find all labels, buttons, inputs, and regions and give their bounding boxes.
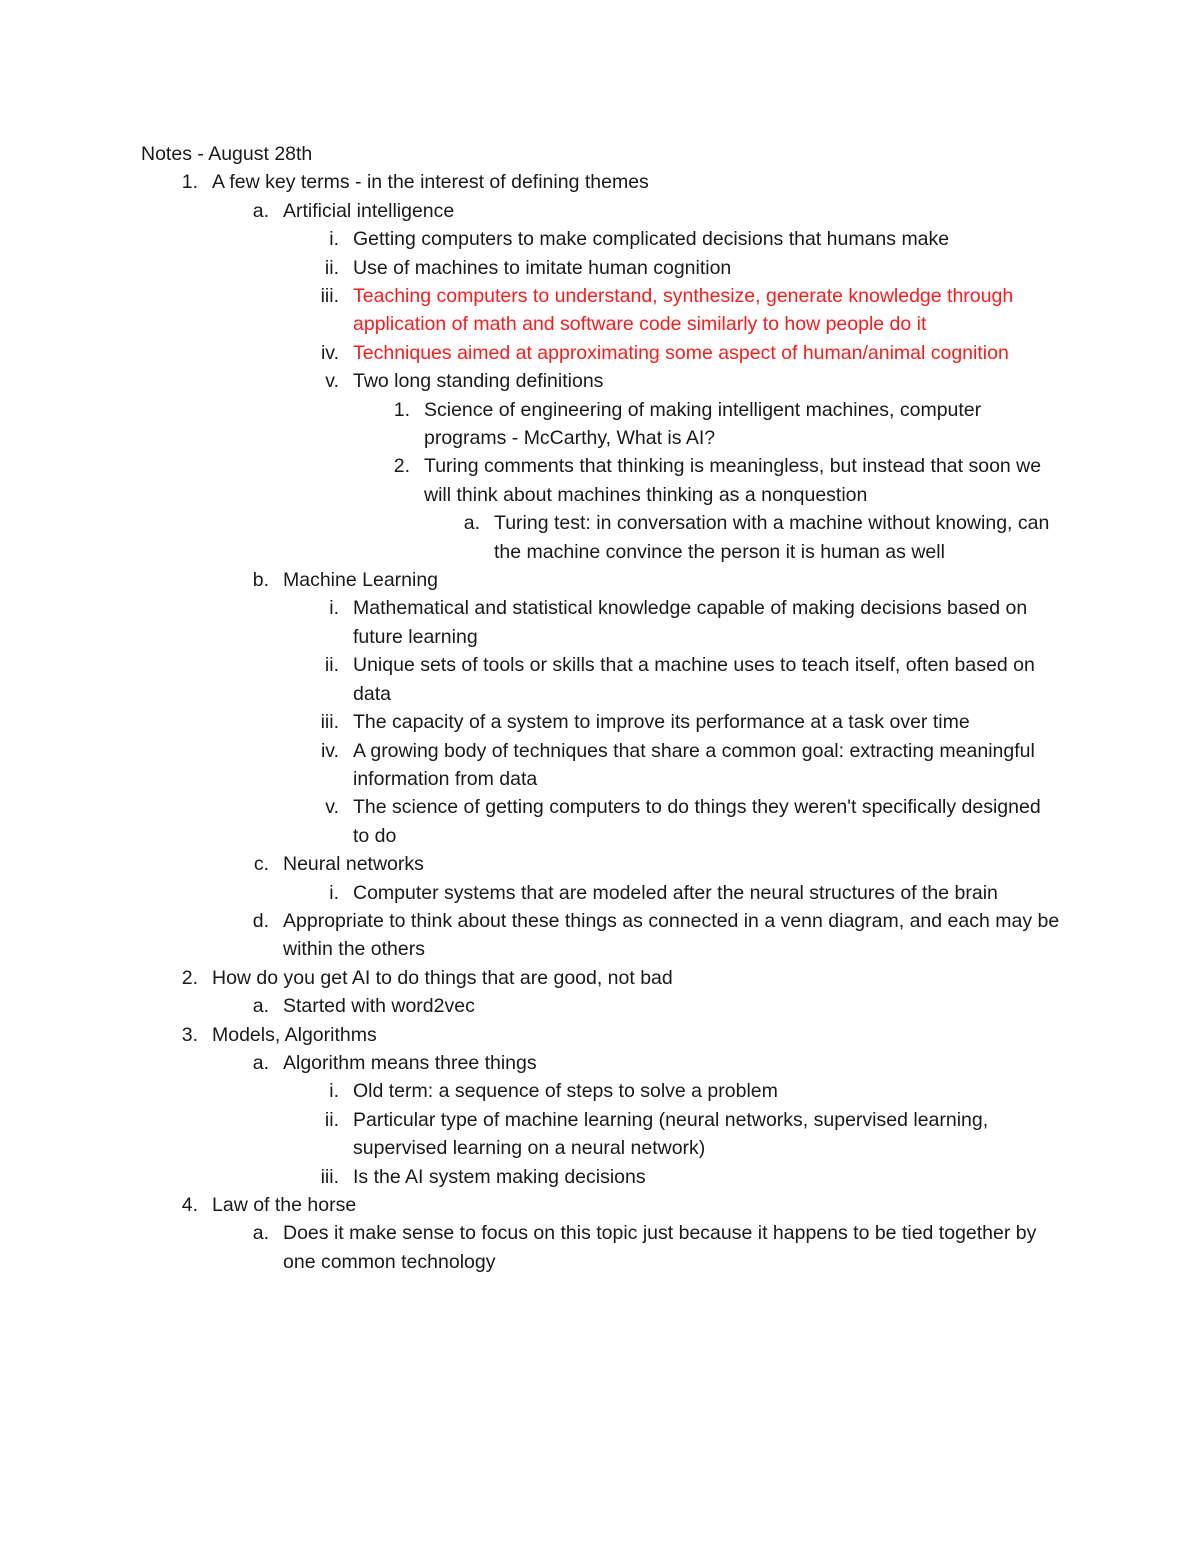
list-item-text: Unique sets of tools or skills that a machine uses to teach itself, often based on data [353, 654, 1035, 705]
list-marker: ii. [324, 256, 339, 279]
outline-row [0, 964, 1200, 992]
list-marker: a. [252, 995, 269, 1018]
list-marker: iii. [320, 1165, 339, 1188]
list-marker: iii. [320, 285, 339, 308]
list-marker: v. [325, 796, 339, 819]
outline-row [0, 282, 1200, 339]
nested-list [0, 225, 1200, 566]
list-item [0, 964, 1200, 1021]
list-marker: 1. [181, 171, 198, 194]
list-item-text: A growing body of techniques that share a common goal: extracting meaningful information from data [353, 739, 1035, 790]
list-item-text: The capacity of a system to improve its performance at a task over time [353, 711, 970, 734]
list-item-text: Models, Algorithms [212, 1023, 377, 1046]
page-title: Notes - August 28th [141, 143, 313, 165]
list-item [0, 1163, 1200, 1191]
list-item [0, 225, 1200, 253]
outline-row [0, 879, 1200, 907]
list-item [0, 197, 1200, 566]
list-marker: a. [252, 1051, 269, 1074]
nested-list [0, 1219, 1200, 1276]
outline-row [0, 509, 1200, 566]
outline-row [0, 339, 1200, 367]
outline-row [0, 367, 1200, 395]
list-item [0, 737, 1200, 794]
list-marker: iii. [320, 711, 339, 734]
list-marker: ii. [324, 654, 339, 677]
outline-row [0, 1021, 1200, 1049]
outline-row [0, 197, 1200, 225]
list-item [0, 452, 1200, 566]
list-item-text: Neural networks [283, 853, 424, 876]
outline-row [0, 850, 1200, 878]
list-item [0, 708, 1200, 736]
nested-list [0, 197, 1200, 964]
outline-row [0, 651, 1200, 708]
list-item-text: Appropriate to think about these things as connected in a venn diagram, and each may be within the others [283, 909, 1060, 961]
list-item [0, 1021, 1200, 1191]
outline-row [0, 1191, 1200, 1219]
nested-list [0, 396, 1200, 566]
list-marker: a. [252, 1222, 269, 1245]
list-item [0, 282, 1200, 339]
list-marker: a. [252, 199, 269, 222]
list-marker: ii. [324, 1108, 339, 1131]
list-item-text: Algorithm means three things [283, 1051, 537, 1074]
list-item-text: Mathematical and statistical knowledge capable of making decisions based on future learning [353, 597, 1028, 648]
list-marker: d. [252, 909, 269, 932]
outline-row [0, 1163, 1200, 1191]
list-item [0, 254, 1200, 282]
list-item-text: Use of machines to imitate human cognition [353, 256, 732, 279]
list-item-text: The science of getting computers to do things they weren't specifically designed to do [353, 796, 1041, 847]
outline-row [0, 737, 1200, 794]
list-item [0, 1049, 1200, 1191]
list-item [0, 850, 1200, 907]
outline-row [0, 566, 1200, 594]
outline-row [0, 1106, 1200, 1163]
outline-row [0, 1219, 1200, 1276]
nested-list [0, 992, 1200, 1020]
list-item-text: How do you get AI to do things that are good, not bad [212, 966, 673, 989]
list-item [0, 651, 1200, 708]
outline-row [0, 793, 1200, 850]
list-item-text: Computer systems that are modeled after the neural structures of the brain [353, 881, 998, 904]
list-item-text: Turing comments that thinking is meaningless, but instead that soon we will think about machines thinking as a nonquestion [424, 455, 1042, 506]
outline-row [0, 452, 1200, 509]
list-marker: 4. [181, 1194, 198, 1217]
list-marker: 2. [393, 455, 410, 478]
list-item-text: Law of the horse [212, 1194, 357, 1217]
list-item-text: Does it make sense to focus on this topic just because it happens to be tied together by one common technology [283, 1222, 1037, 1273]
list-item [0, 1106, 1200, 1163]
list-item-text: Is the AI system making decisions [353, 1165, 646, 1188]
outline-row [0, 1049, 1200, 1077]
outline-row [0, 254, 1200, 282]
list-marker: 3. [181, 1023, 198, 1046]
list-marker: c. [253, 853, 269, 876]
list-item-text: Started with word2vec [283, 995, 475, 1018]
list-item [0, 367, 1200, 566]
list-item [0, 793, 1200, 850]
list-marker: iv. [320, 739, 339, 762]
outline-list [0, 168, 1200, 1276]
list-item [0, 339, 1200, 367]
list-item [0, 168, 1200, 963]
list-item [0, 992, 1200, 1020]
outline-row [0, 992, 1200, 1020]
list-item [0, 1191, 1200, 1276]
list-item [0, 566, 1200, 850]
nested-list [0, 509, 1200, 566]
list-marker: 1. [393, 398, 410, 421]
list-item-text: Turing test: in conversation with a machine without knowing, can the machine convince the person it is human as well [494, 512, 1050, 563]
outline-row [0, 225, 1200, 253]
list-marker: i. [329, 597, 339, 620]
list-item-text: Getting computers to make complicated decisions that humans make [353, 228, 950, 251]
nested-list [0, 1049, 1200, 1191]
list-item-text: Machine Learning [283, 569, 439, 592]
list-item-text: Artificial intelligence [283, 199, 455, 222]
list-item-text: A few key terms - in the interest of defining themes [212, 171, 649, 194]
list-item-text: Particular type of machine learning (neural networks, supervised learning, supervised learning on a neural network) [353, 1108, 989, 1160]
nested-list [0, 879, 1200, 907]
list-item [0, 1219, 1200, 1276]
list-item [0, 879, 1200, 907]
list-item [0, 1077, 1200, 1105]
list-item [0, 594, 1200, 651]
list-marker: i. [329, 228, 339, 251]
list-item [0, 907, 1200, 964]
outline-row [0, 708, 1200, 736]
list-marker: i. [329, 1080, 339, 1103]
outline-row [0, 168, 1200, 196]
list-item-text: Science of engineering of making intelligent machines, computer programs - McCarthy, What is AI? [424, 398, 982, 450]
list-item [0, 509, 1200, 566]
nested-list [0, 594, 1200, 850]
list-item-text: Teaching computers to understand, synthesize, generate knowledge through application of math and software code similarly to how people do it [353, 285, 1014, 336]
outline-row [0, 396, 1200, 453]
list-item-text: Two long standing definitions [353, 370, 604, 393]
list-marker: i. [329, 881, 339, 904]
outline-row [0, 594, 1200, 651]
list-item-text: Old term: a sequence of steps to solve a problem [353, 1080, 778, 1103]
list-marker: 2. [181, 966, 198, 989]
list-item-text: Techniques aimed at approximating some aspect of human/animal cognition [353, 341, 1009, 364]
list-marker: b. [252, 569, 269, 592]
nested-list [0, 1077, 1200, 1191]
list-marker: a. [463, 512, 480, 535]
outline-row [0, 1077, 1200, 1105]
list-item [0, 396, 1200, 453]
outline-row [0, 907, 1200, 964]
list-marker: v. [325, 370, 339, 393]
list-marker: iv. [320, 341, 339, 364]
